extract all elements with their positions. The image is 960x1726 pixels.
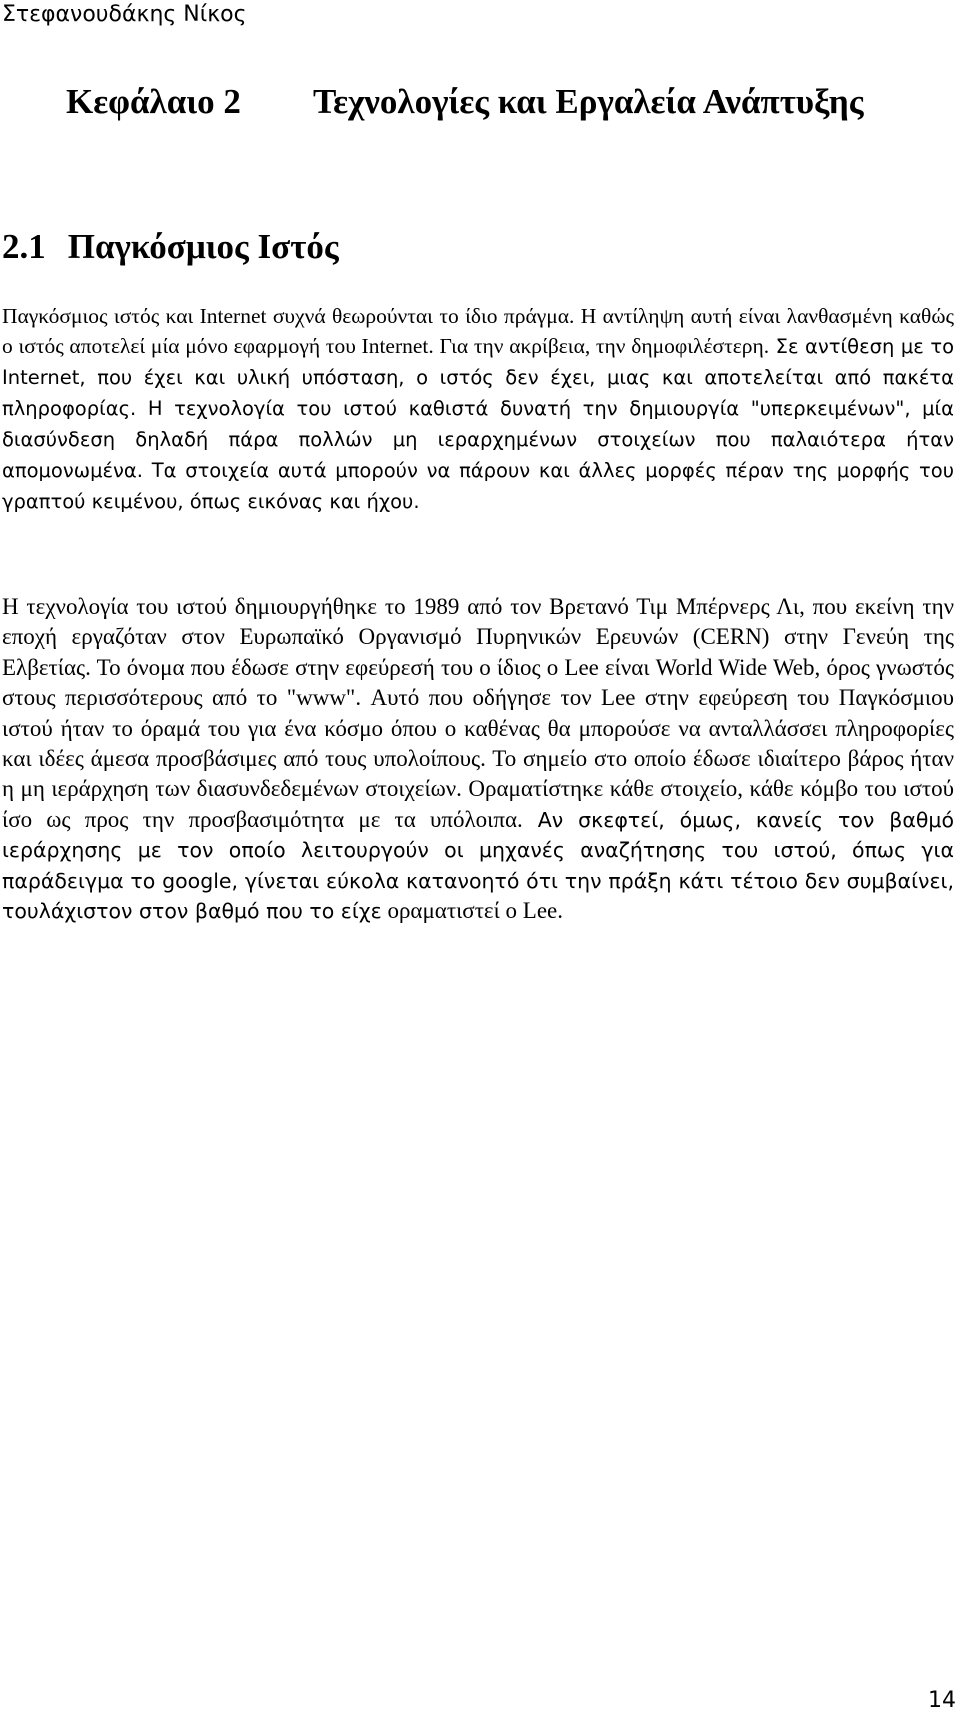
paragraph-text-serif: Η τεχνολογία του ιστού δημιουργήθηκε το 1989 από τον Βρετανό Τιμ Μπέρνερς Λι, που εκείνη την εποχή εργαζόταν στον Ευρωπαϊκό Οργανισμό Πυρηνικών Ερευνών (CERN) στην Γενεύη της Ελβετίας. Το όνομα που έδωσε στην εφεύρεσή του ο ίδιος ο Lee είναι World Wide Web, όρος γνωστός στους περισσότερους από το "www". Αυτό που οδήγησε τον Lee στην εφεύρεση του Παγκόσμιου ιστού ήταν το όραμά του για ένα κόσμο όπου ο καθένας θα μπορούσε να ανταλλάσσει πληροφορίες και ιδέες άμεσα προσβάσιμες από τους υπολοίπους. Το σημείο στο οποίο έδωσε ιδιαίτερο βάρος ήταν η μη ιεράρχηση των διασυνδεδεμένων στοιχείων. Οραματίστηκε κάθε στοιχείο, κάθε κόμβο του ιστού ίσο ως προς την προσβασιμότητα με τα υπόλοιπα. bbox=[2, 594, 954, 832]
paragraph-text-sans: Σε αντίθεση με το Internet, που έχει και υλική υπόσταση, ο ιστός δεν έχει, μιας και αποτελείται από πακέτα πληροφορίας. Η τεχνολογία του ιστού καθιστά δυνατή την δημιουργία "υπερκειμένων", μία διασύνδεση δηλαδή πάρα πολλών μη ιεραρχημένων στοιχείων που παλαιότερα ήταν απομονωμένα. Τα στοιχεία αυτά μπορούν να πάρουν και άλλες μορφές πέραν της μορφής του γραπτού κειμένου, όπως εικόνας και ήχου. bbox=[2, 335, 955, 513]
paragraph-text-serif-end: οραματιστεί ο Lee. bbox=[381, 898, 563, 924]
body-paragraph bbox=[2, 592, 954, 926]
section-number: 2.1 bbox=[2, 227, 46, 266]
section-title: Παγκόσμιος Ιστός bbox=[67, 227, 339, 266]
chapter-title: Τεχνολογίες και Εργαλεία Ανάπτυξης bbox=[313, 82, 864, 121]
running-header-author: Στεφανουδάκης Νίκος bbox=[2, 2, 247, 27]
body-paragraph bbox=[2, 301, 954, 517]
paragraph-text-sans: Αν σκεφτεί, όμως, κανείς τον βαθμό ιεράρχησης με τον οποίο λειτουργούν οι μηχανές αναζήτησης του ιστού, όπως για παράδειγμα το google, γίνεται εύκολα κατανοητό ότι την πράξη κάτι τέτοιο δεν συμβαίνει, τουλάχιστον στον βαθμό που το είχε bbox=[2, 807, 954, 924]
paragraph-text-serif: Παγκόσμιος ιστός και Internet συχνά θεωρούνται το ίδιο πράγμα. Η αντίληψη αυτή είναι λανθασμένη καθώς ο ιστός αποτελεί μία μόνο εφαρμογή του Internet. Για την ακρίβεια, την δημοφιλέστερη. bbox=[2, 304, 954, 358]
page-number: 14 bbox=[928, 1688, 956, 1713]
chapter-heading bbox=[66, 82, 864, 122]
section-heading bbox=[2, 227, 339, 267]
chapter-label: Κεφάλαιο 2 bbox=[66, 82, 241, 121]
